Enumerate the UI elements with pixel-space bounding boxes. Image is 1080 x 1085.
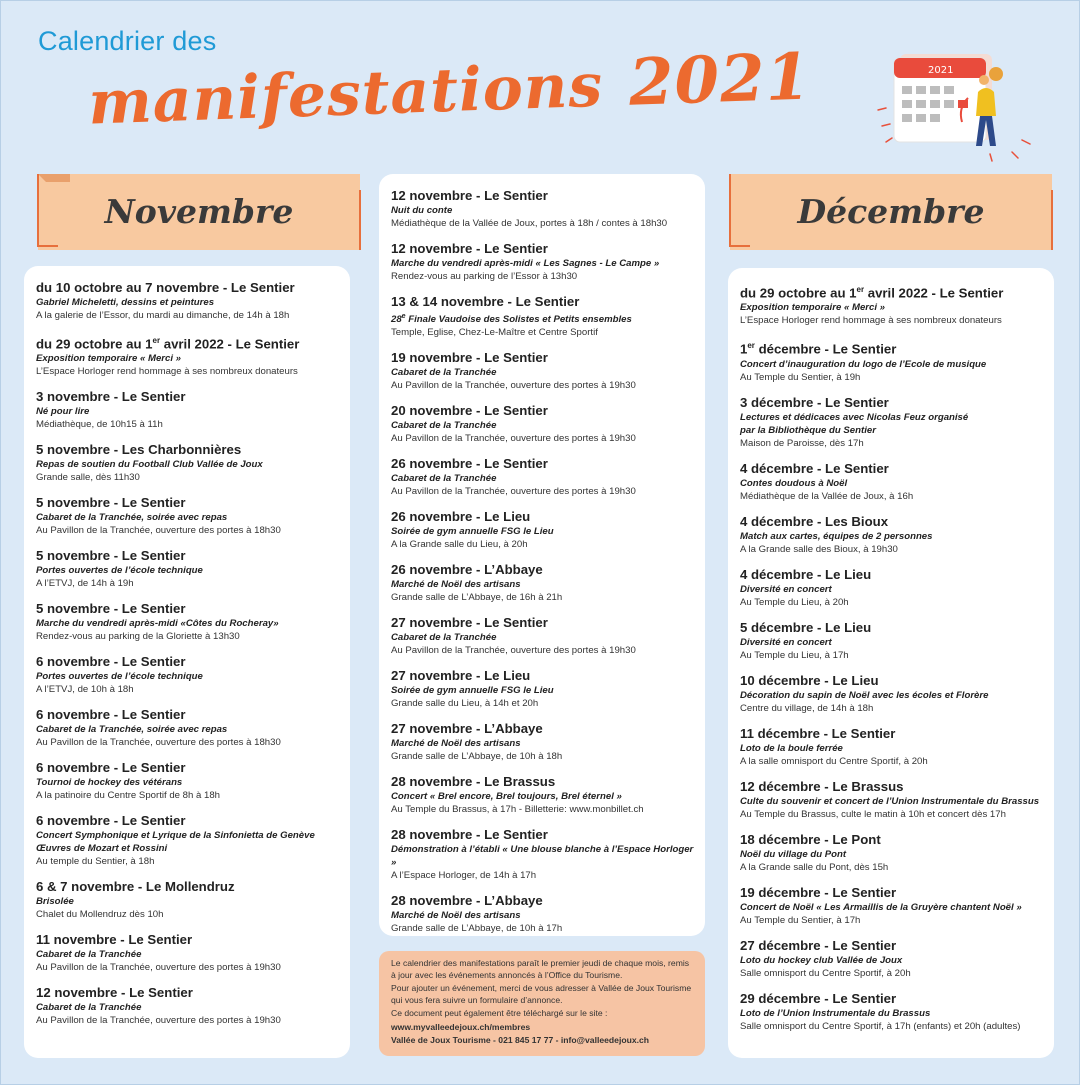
event-title: Portes ouvertes de l’école technique — [36, 671, 203, 683]
event-item — [36, 879, 340, 922]
event-date-location: 5 novembre - Les Charbonnières — [36, 442, 242, 458]
event-item — [740, 938, 1044, 981]
event-date-location: 4 décembre - Le Lieu — [740, 566, 872, 582]
event-date-location: 5 novembre - Le Sentier — [36, 548, 186, 564]
event-date-part: er — [856, 285, 865, 294]
event-date-part: du 29 octobre au 1 — [36, 336, 153, 352]
event-date-location: 5 novembre - Le Sentier — [36, 601, 186, 617]
event-detail: L’Espace Horloger rend hommage à ses nombreux donateurs — [740, 315, 1002, 327]
event-title: Cabaret de la Tranchée, soirée avec repas — [36, 512, 228, 524]
event-detail: Au Pavillon de la Tranchée, ouverture des portes à 18h30 — [36, 525, 281, 537]
event-date-location: 3 novembre - Le Sentier — [36, 389, 186, 405]
event-item — [391, 615, 695, 658]
event-date-location: 13 & 14 novembre - Le Sentier — [391, 294, 580, 309]
event-date-location: 18 décembre - Le Pont — [740, 831, 881, 847]
event-title: Diversité en concert — [740, 636, 832, 648]
event-title: Tournoi de hockey des vétérans — [36, 777, 183, 789]
events-card-december — [728, 268, 1054, 1058]
event-item — [36, 601, 340, 644]
event-item — [391, 668, 695, 711]
info-url-link[interactable]: www.myvalleedejoux.ch/membres — [391, 1021, 531, 1032]
event-item — [740, 991, 1044, 1034]
event-detail: A l’ETVJ, de 14h à 19h — [36, 578, 134, 590]
event-title: Cabaret de la Tranchée, soirée avec repas — [36, 724, 228, 736]
event-date-part: 1 — [740, 341, 748, 357]
event-item — [391, 188, 695, 231]
event-detail: A la Grande salle des Bioux, à 19h30 — [740, 543, 898, 555]
event-detail: Médiathèque, de 10h15 à 11h — [36, 419, 163, 431]
info-text-2: Pour ajouter un événement, merci de vous adresser à Vallée de Joux Tourisme qui vous fera suivre un formulaire d’annonce. — [391, 983, 692, 1005]
event-detail: Au Temple du Brassus, culte le matin à 10h et concert dès 17h — [740, 808, 1006, 820]
event-date-part: avril 2022 - Le Sentier — [864, 285, 1004, 301]
event-date-location: 27 novembre - Le Sentier — [391, 615, 548, 631]
event-title: Noël du village du Pont — [740, 848, 847, 860]
event-date-location: 6 & 7 novembre - Le Mollendruz — [36, 879, 235, 895]
event-date-location: 4 décembre - Le Sentier — [740, 460, 889, 476]
event-item — [391, 721, 695, 764]
event-date-location: 12 novembre - Le Sentier — [391, 188, 548, 203]
event-detail: Grande salle, dès 11h30 — [36, 472, 140, 484]
event-title: Soirée de gym annuelle FSG le Lieu — [391, 526, 554, 538]
event-detail: Grande salle de L’Abbaye, de 16h à 21h — [391, 592, 563, 604]
event-date-location: 6 novembre - Le Sentier — [36, 813, 186, 829]
event-item — [36, 389, 340, 432]
event-title: Concert Symphonique et Lyrique de la Sinfonietta de Genève — [36, 830, 315, 842]
event-title: Cabaret de la Tranchée — [391, 420, 497, 432]
event-date-location: 27 décembre - Le Sentier — [740, 937, 897, 953]
event-title: Culte du souvenir et concert de l’Union Instrumentale du Brassus — [740, 795, 1040, 807]
event-detail: Au Pavillon de la Tranchée, ouverture des portes à 19h30 — [391, 380, 636, 392]
event-title: Contes doudous à Noël — [740, 477, 848, 489]
event-title: Loto de la boule ferrée — [740, 742, 843, 754]
event-date-location: 12 décembre - Le Brassus — [740, 778, 904, 794]
event-date-location: 5 décembre - Le Lieu — [740, 619, 872, 635]
event-item — [36, 442, 340, 485]
event-title: Concert « Brel encore, Brel toujours, Brel éternel » — [391, 791, 622, 803]
event-title: Concert d’inauguration du logo de l’Ecole de musique — [740, 358, 987, 370]
event-date-location: 10 décembre - Le Lieu — [740, 672, 879, 688]
event-title: Loto de l’Union Instrumentale du Brassus — [740, 1007, 931, 1019]
event-item — [391, 456, 695, 499]
event-detail: Au Temple du Brassus, à 17h - Billetterie: www.monbillet.ch — [391, 804, 644, 816]
event-date-location: 28 novembre - L’Abbaye — [391, 893, 543, 909]
event-date-location: 6 novembre - Le Sentier — [36, 760, 186, 776]
event-item — [36, 813, 340, 869]
event-item — [391, 241, 695, 284]
event-title: Cabaret de la Tranchée — [36, 949, 142, 961]
event-detail: A la Grande salle du Lieu, à 20h — [391, 539, 528, 551]
event-detail: Centre du village, de 14h à 18h — [740, 702, 874, 714]
event-date-part: décembre - Le Sentier — [754, 341, 897, 357]
info-contact[interactable]: Vallée de Joux Tourisme - 021 845 17 77 - info@valleedejoux.ch — [391, 1035, 650, 1045]
event-item — [36, 760, 340, 803]
event-detail: Au Temple du Sentier, à 19h — [740, 371, 861, 383]
event-title: Décoration du sapin de Noël avec les écoles et Florère — [740, 689, 989, 701]
event-detail: Médiathèque de la Vallée de Joux, portes à 18h / contes à 18h30 — [391, 218, 668, 229]
event-date-location: 3 décembre - Le Sentier — [740, 394, 889, 410]
event-title: Exposition temporaire « Merci » — [36, 353, 182, 365]
event-detail: Rendez-vous au parking de l’Essor à 13h30 — [391, 271, 578, 282]
event-date-location: 28 novembre - Le Brassus — [391, 774, 556, 790]
event-detail: Au Temple du Lieu, à 17h — [740, 649, 849, 661]
november-banner — [30, 170, 368, 256]
event-date-part: er — [747, 341, 755, 351]
event-detail: A la galerie de l’Essor, du mardi au dimanche, de 14h à 18h — [36, 310, 290, 321]
event-detail: A la patinoire du Centre Sportif de 8h à 18h — [36, 790, 221, 802]
calendar-illustration-icon — [872, 40, 1042, 165]
event-item — [391, 562, 695, 605]
event-detail: Salle omnisport du Centre Sportif, à 20h — [740, 967, 911, 979]
event-title: Marché de Noël des artisans — [391, 738, 521, 750]
event-date-location — [36, 333, 340, 352]
event-date-location: 6 novembre - Le Sentier — [36, 707, 186, 723]
event-date-location — [740, 282, 1044, 301]
event-item — [740, 567, 1044, 610]
event-title: Marche du vendredi après-midi « Les Sagnes - Le Campe » — [391, 258, 660, 269]
event-title: Lectures et dédicaces avec Nicolas Feuz organisé — [740, 411, 969, 423]
event-detail: Salle omnisport du Centre Sportif, à 17h (enfants) et 20h (adultes) — [740, 1020, 1021, 1032]
event-title: Cabaret de la Tranchée — [391, 473, 497, 485]
december-banner — [722, 170, 1060, 256]
event-list — [36, 280, 340, 1028]
event-date-part: avril 2022 - Le Sentier — [160, 336, 300, 352]
event-title: Concert de Noël « Les Armaillis de la Gruyère chantent Noël » — [740, 901, 1022, 913]
event-detail: A l’Espace Horloger, de 14h à 17h — [391, 870, 537, 882]
event-detail: Au Pavillon de la Tranchée, ouverture des portes à 19h30 — [391, 486, 636, 498]
event-item — [740, 726, 1044, 769]
event-date-location: 12 novembre - Le Sentier — [36, 985, 193, 1001]
event-detail: Chalet du Mollendruz dès 10h — [36, 909, 164, 921]
event-item — [740, 338, 1044, 384]
event-item — [36, 333, 340, 379]
event-detail: A l’ETVJ, de 10h à 18h — [36, 684, 134, 696]
event-title: Marche du vendredi après-midi «Côtes du Rocheray» — [36, 618, 279, 630]
event-date-location — [740, 338, 1044, 357]
event-date-location: 27 novembre - L’Abbaye — [391, 721, 543, 737]
event-title: Marché de Noël des artisans — [391, 579, 521, 591]
event-item — [391, 294, 695, 340]
event-item — [36, 654, 340, 697]
event-item — [740, 832, 1044, 875]
event-date-location: 28 novembre - Le Sentier — [391, 827, 548, 843]
event-date-location: 26 novembre - Le Lieu — [391, 509, 531, 525]
info-box — [379, 951, 705, 1056]
event-detail: Au Pavillon de la Tranchée, ouverture des portes à 18h30 — [36, 737, 281, 749]
event-date-location: 19 décembre - Le Sentier — [740, 884, 897, 900]
event-detail: A la Grande salle du Pont, dès 15h — [740, 861, 889, 873]
event-title: Marché de Noël des artisans — [391, 910, 521, 922]
event-item — [740, 779, 1044, 822]
event-title-part: e — [401, 313, 406, 320]
event-detail: Grande salle de L’Abbaye, de 10h à 17h — [391, 923, 563, 935]
event-title: Loto du hockey club Vallée de Joux — [740, 954, 903, 966]
event-list — [391, 188, 695, 936]
event-item — [391, 350, 695, 393]
info-text-1: Le calendrier des manifestations paraît le premier jeudi de chaque mois, remis à jour avec les événements annoncés à l’Office du Tourisme. — [391, 958, 690, 980]
event-item — [391, 509, 695, 552]
event-detail: Au Temple du Lieu, à 20h — [740, 596, 849, 608]
event-detail: L’Espace Horloger rend hommage à ses nombreux donateurs — [36, 366, 298, 378]
event-detail: Au Pavillon de la Tranchée, ouverture des portes à 19h30 — [391, 433, 636, 445]
event-title-line2: par la Bibliothèque du Sentier — [740, 424, 876, 436]
event-title: Nuit du conte — [391, 205, 453, 216]
event-item — [740, 395, 1044, 451]
event-date-location: 5 novembre - Le Sentier — [36, 495, 186, 511]
event-date-location: du 10 octobre au 7 novembre - Le Sentier — [36, 280, 295, 295]
event-title: Cabaret de la Tranchée — [391, 632, 497, 644]
event-title-line2: Œuvres de Mozart et Rossini — [36, 843, 168, 855]
event-detail: Rendez-vous au parking de la Gloriette à 13h30 — [36, 631, 240, 643]
event-title: Né pour lire — [36, 406, 90, 418]
event-item — [36, 707, 340, 750]
event-detail: Maison de Paroisse, dès 17h — [740, 437, 864, 449]
event-date-location: 4 décembre - Les Bioux — [740, 513, 889, 529]
event-item — [740, 885, 1044, 928]
event-item — [391, 827, 695, 883]
event-item — [740, 620, 1044, 663]
event-date-location: 6 novembre - Le Sentier — [36, 654, 186, 670]
event-detail: A la salle omnisport du Centre Sportif, à 20h — [740, 755, 928, 767]
event-title: Soirée de gym annuelle FSG le Lieu — [391, 685, 554, 697]
event-item — [36, 932, 340, 975]
event-title — [391, 310, 695, 326]
event-title: Match aux cartes, équipes de 2 personnes — [740, 530, 933, 542]
event-title: Repas de soutien du Football Club Vallée de Joux — [36, 459, 263, 471]
event-item — [740, 673, 1044, 716]
event-title: Démonstration à l’établi « Une blouse blanche à l’Espace Horloger » — [391, 844, 694, 869]
event-title: Brisolée — [36, 896, 74, 908]
event-detail: Temple, Eglise, Chez-Le-Maître et Centre Sportif — [391, 327, 598, 339]
event-date-location: 26 novembre - L’Abbaye — [391, 562, 543, 578]
event-detail: Au temple du Sentier, à 18h — [36, 856, 155, 868]
event-item — [740, 282, 1044, 328]
event-title: Cabaret de la Tranchée — [391, 367, 497, 379]
event-title-part: 28 — [391, 314, 402, 326]
title-year: 2021 — [627, 39, 813, 121]
events-card-november-1 — [24, 266, 350, 1058]
event-item — [391, 893, 695, 936]
event-item — [391, 774, 695, 817]
event-date-location: 11 novembre - Le Sentier — [36, 932, 193, 948]
month-label-december: Décembre — [797, 192, 985, 231]
event-title: Gabriel Micheletti, dessins et peintures — [36, 297, 215, 308]
event-item — [740, 461, 1044, 504]
event-detail: Au Temple du Sentier, à 17h — [740, 914, 861, 926]
event-detail: Médiathèque de la Vallée de Joux, à 16h — [740, 490, 914, 502]
event-item — [36, 985, 340, 1028]
event-item — [391, 403, 695, 446]
event-title: Cabaret de la Tranchée — [36, 1002, 142, 1014]
events-card-november-2 — [379, 174, 705, 936]
event-title-part: Finale Vaudoise des Solistes et Petits ensembles — [405, 314, 632, 326]
event-date-location: 19 novembre - Le Sentier — [391, 350, 548, 366]
event-date-location: 27 novembre - Le Lieu — [391, 668, 531, 684]
event-detail: Au Pavillon de la Tranchée, ouverture des portes à 19h30 — [36, 962, 281, 974]
calendar-badge-year: 2021 — [928, 65, 954, 76]
event-list — [740, 282, 1044, 1034]
event-detail: Grande salle du Lieu, à 14h et 20h — [391, 698, 539, 710]
event-item — [36, 548, 340, 591]
event-item — [36, 495, 340, 538]
event-title: Diversité en concert — [740, 583, 832, 595]
event-date-location: 12 novembre - Le Sentier — [391, 241, 548, 256]
title-line2: manifestations — [87, 50, 605, 139]
event-item — [740, 514, 1044, 557]
event-title: Portes ouvertes de l’école technique — [36, 565, 203, 577]
title-line1: Calendrier des — [38, 26, 217, 56]
event-date-location: 29 décembre - Le Sentier — [740, 990, 897, 1006]
event-date-location: 11 décembre - Le Sentier — [740, 725, 896, 741]
event-item — [36, 280, 340, 323]
event-title: Exposition temporaire « Merci » — [740, 302, 886, 314]
info-text-3: Ce document peut également être téléchargé sur le site : — [391, 1008, 608, 1018]
event-date-part: er — [152, 336, 161, 345]
event-detail: Au Pavillon de la Tranchée, ouverture des portes à 19h30 — [391, 645, 636, 657]
month-label-november: Novembre — [104, 192, 294, 231]
event-detail: Au Pavillon de la Tranchée, ouverture des portes à 19h30 — [36, 1015, 281, 1027]
event-detail: Grande salle de L’Abbaye, de 10h à 18h — [391, 751, 563, 763]
event-date-location: 26 novembre - Le Sentier — [391, 456, 548, 472]
event-date-part: du 29 octobre au 1 — [740, 285, 857, 301]
event-date-location: 20 novembre - Le Sentier — [391, 403, 548, 419]
